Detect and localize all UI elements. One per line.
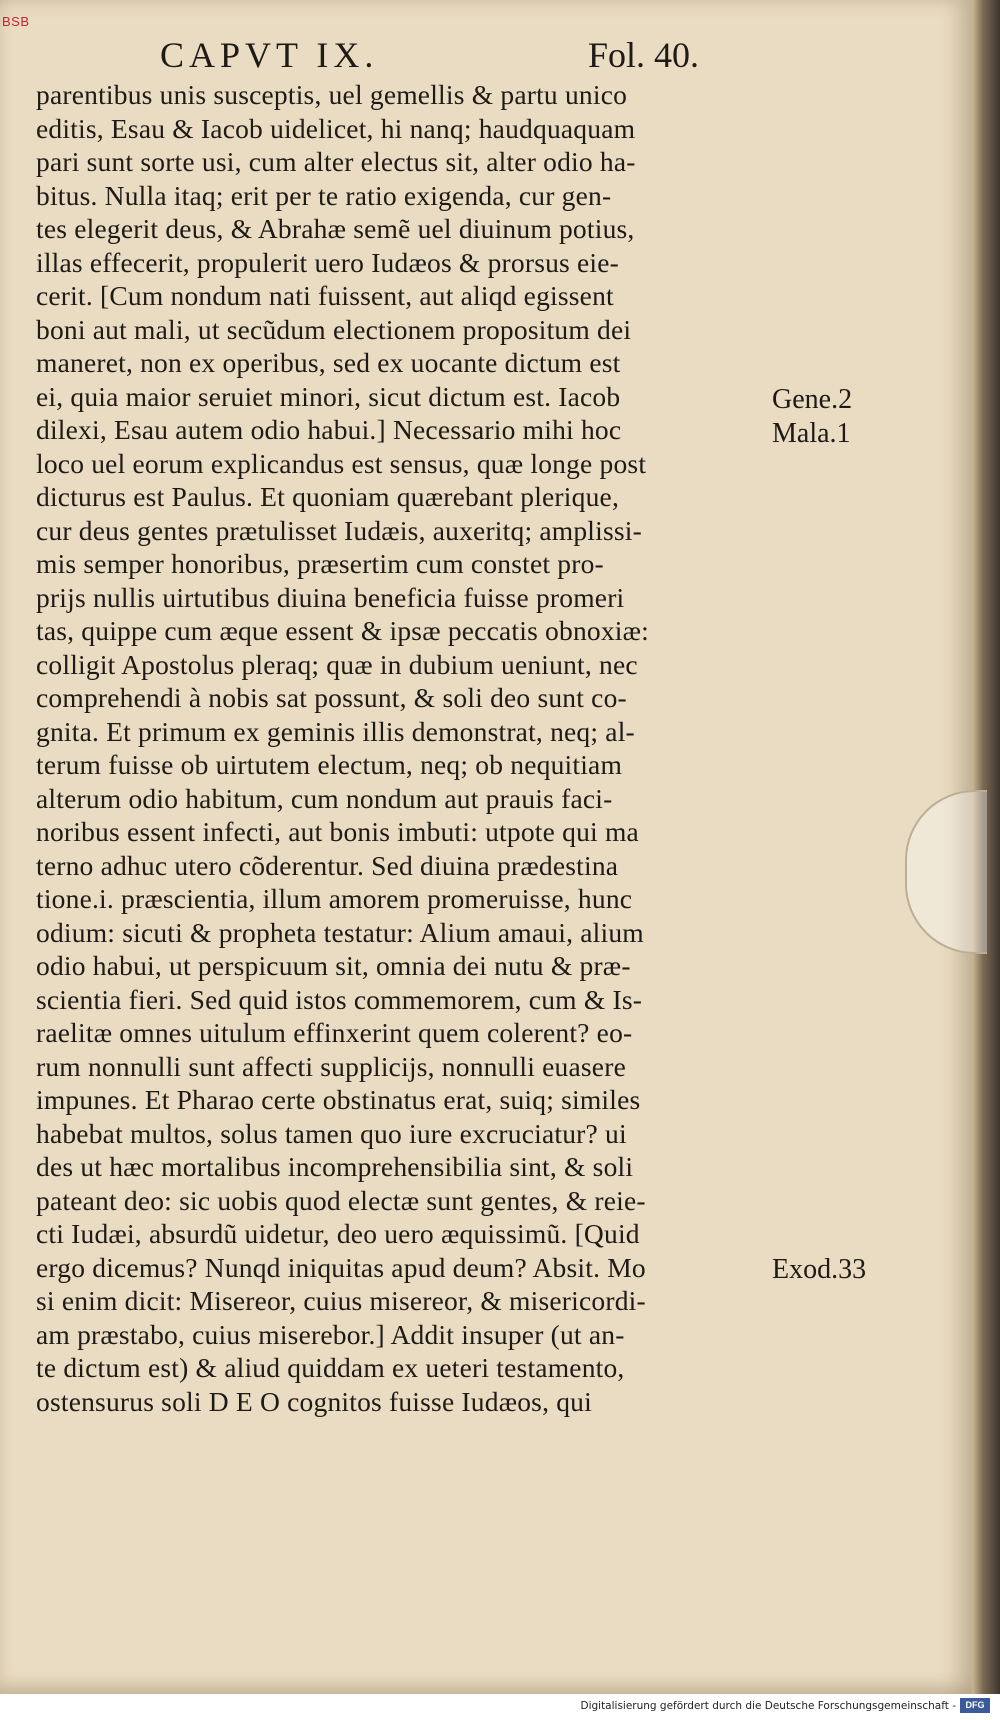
text-line: des ut hæc mortalibus incomprehensibilia sint, & soli xyxy=(36,1151,634,1182)
text-line: illas effecerit, propulerit uero Iudæos & prorsus eie- xyxy=(36,246,620,278)
text-line: tione.i. præscientia, illum amorem promeruisse, hunc xyxy=(36,883,633,914)
text-line: prijs nullis uirtutibus diuina beneficia fuisse promeri xyxy=(36,581,625,613)
footer-credit: Digitalisierung gefördert durch die Deutsche Forschungsgemeinschaft - xyxy=(580,1700,956,1712)
text-line: ergo dicemus? Nunqd iniquitas apud deum? Absit. Mo xyxy=(36,1251,646,1283)
text-line: odio habui, ut perspicuum sit, omnia dei nutu & præ- xyxy=(36,950,631,981)
text-line: impunes. Et Pharao certe obstinatus erat, suiq; similes xyxy=(36,1084,641,1115)
chapter-heading: CAPVT IX. xyxy=(160,35,379,75)
text-line: mis semper honoribus, præsertim cum constet pro- xyxy=(36,548,604,579)
folio-number: Fol. 40. xyxy=(588,35,700,75)
text-line: tes elegerit deus, & Abrahæ semẽ uel diuinum potius, xyxy=(36,213,635,244)
text-line: maneret, non ex operibus, sed ex uocante dictum est xyxy=(36,347,621,378)
text-line: odium: sicuti & propheta testatur: Alium amaui, alium xyxy=(36,916,644,948)
bsb-watermark: BSB xyxy=(2,14,30,29)
text-line: te dictum est) & aliud quiddam ex ueteri testamento, xyxy=(36,1352,625,1383)
text-line: habebat multos, solus tamen quo iure excruciatur? ui xyxy=(36,1117,627,1149)
footer-bar xyxy=(0,1694,1000,1720)
text-line: noribus essent infecti, aut bonis imbuti: utpote qui ma xyxy=(36,816,639,847)
dfg-logo: DFG xyxy=(960,1698,990,1713)
text-line: dilexi, Esau autem odio habui.] Necessario mihi hoc xyxy=(36,414,622,445)
text-line: alterum odio habitum, cum nondum aut prauis faci- xyxy=(36,782,613,814)
text-line: am præstabo, cuius miserebor.] Addit insuper (ut an- xyxy=(36,1318,625,1350)
text-line: parentibus unis susceptis, uel gemellis & partu unico xyxy=(36,79,628,110)
text-line: cti Iudæi, absurdũ uidetur, deo uero æquissimũ. [Quid xyxy=(36,1218,640,1249)
text-line: tas, quippe cum æque essent & ipsæ peccatis obnoxiæ: xyxy=(36,615,650,646)
text-line: cerit. [Cum nondum nati fuissent, aut aliqd egissent xyxy=(36,280,614,311)
text-line: cur deus gentes prætulisset Iudæis, auxeritq; amplissi- xyxy=(36,514,642,546)
text-line: ostensurus soli D E O cognitos fuisse Iudæos, qui xyxy=(36,1385,592,1417)
text-line: comprehendi à nobis sat possunt, & soli deo sunt co- xyxy=(36,682,627,713)
margin-note-gene: Gene.2 xyxy=(772,384,853,415)
text-line: si enim dicit: Misereor, cuius misereor, & misericordi- xyxy=(36,1285,646,1316)
text-line: rum nonnulli sunt affecti supplicijs, nonnulli euasere xyxy=(36,1050,626,1082)
text-line: terum fuisse ob uirtutem electum, neq; ob nequitiam xyxy=(36,749,623,780)
text-line: editis, Esau & Iacob uidelicet, hi nanq; haudquaquam xyxy=(36,112,636,144)
text-line: scientia fieri. Sed quid istos commemorem, cum & Is- xyxy=(36,983,643,1015)
margin-note-mala: Mala.1 xyxy=(772,418,851,449)
text-line: pateant deo: sic uobis quod electæ sunt gentes, & reie- xyxy=(36,1184,646,1216)
text-line: raelitæ omnes uitulum effinxerint quem colerent? eo- xyxy=(36,1017,633,1048)
text-line: gnita. Et primum ex geminis illis demonstrat, neq; al- xyxy=(36,715,635,747)
text-line: ei, quia maior seruiet minori, sicut dictum est. Iacob xyxy=(36,380,621,412)
text-line: terno adhuc utero cõderentur. Sed diuina prædestina xyxy=(36,849,619,881)
text-line: pari sunt sorte usi, cum alter electus sit, alter odio ha- xyxy=(36,146,636,177)
margin-note-exod: Exod.33 xyxy=(772,1254,867,1285)
text-line: boni aut mali, ut secũdum electionem propositum dei xyxy=(36,313,632,345)
page-header xyxy=(0,34,972,80)
text-line: dicturus est Paulus. Et quoniam quærebant plerique, xyxy=(36,481,620,512)
body-text xyxy=(36,78,771,1418)
text-line: colligit Apostolus pleraq; quæ in dubium ueniunt, nec xyxy=(36,648,638,680)
text-line: loco uel eorum explicandus est sensus, quæ longe post xyxy=(36,447,647,479)
text-line: bitus. Nulla itaq; erit per te ratio exigenda, cur gen- xyxy=(36,179,612,211)
